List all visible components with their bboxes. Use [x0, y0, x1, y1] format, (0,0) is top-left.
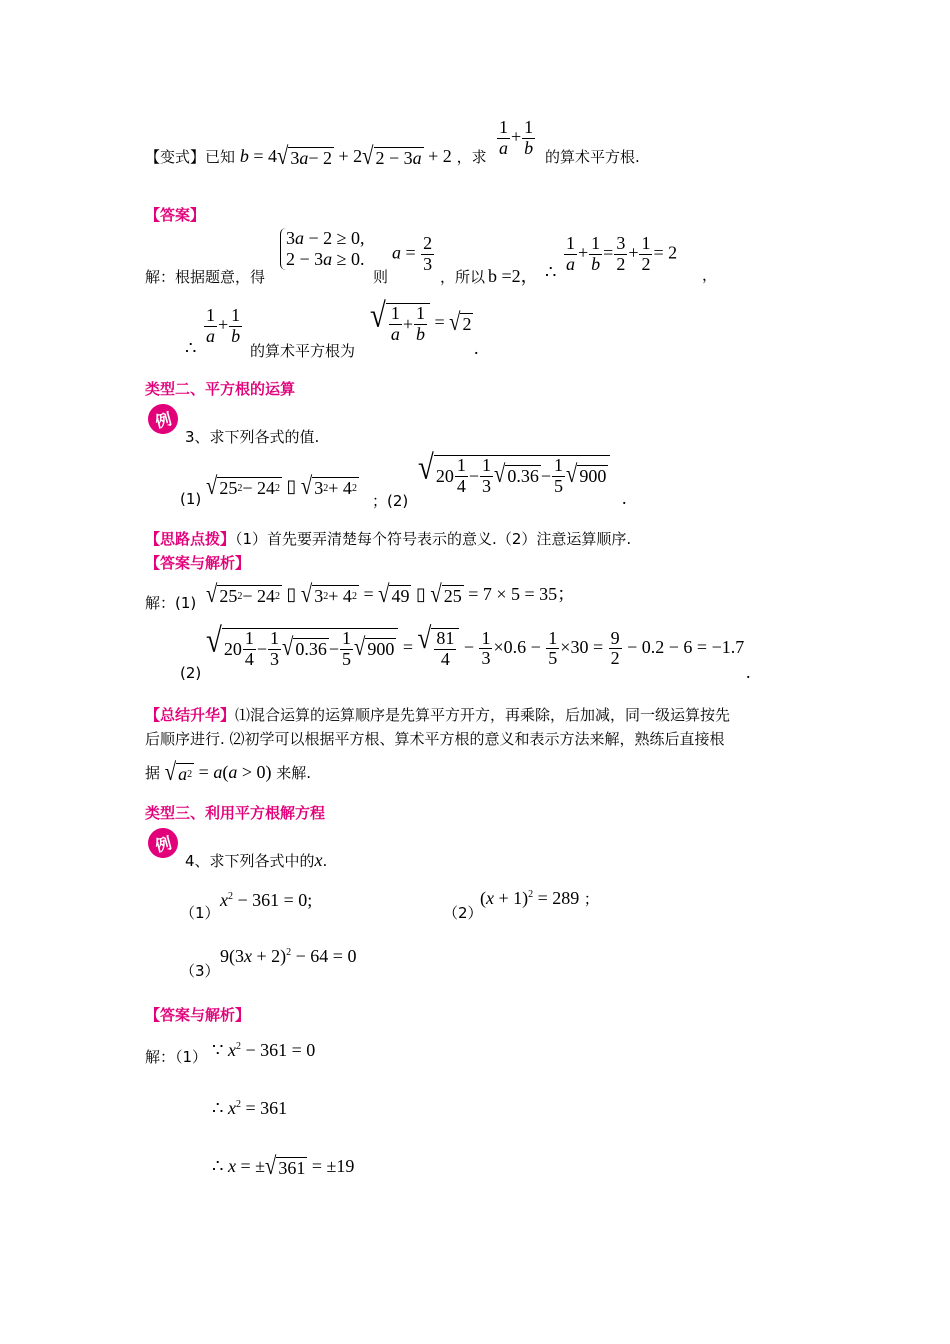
- solution-3-1: √ 25 2 − 24 2 ▯ √ 3 2 + 4 2 = √ 49 ▯ √ 25 = 7 × 5 = 35；: [206, 581, 576, 608]
- end-dot-3: .: [622, 488, 627, 508]
- solution-prefix: 解：根据题意，得: [145, 268, 266, 286]
- variant-line: [145, 143, 487, 170]
- example-stem-4: [185, 850, 327, 871]
- example-badge-3: 例: [145, 401, 182, 438]
- expr-3-2: √ 20 $\frac{1}{4}$ − $\frac{1}{3}$ √ 0.36 − $\frac{1}{5}$ √ 900: [418, 455, 610, 497]
- hint-text: （1）首先要弄清楚每个符号表示的意义.（2）注意运算顺序.: [235, 530, 632, 548]
- analysis-tag-4: 【答案与解析】: [145, 1006, 251, 1024]
- end-dot-4: .: [746, 662, 751, 682]
- therefore-1: ∴: [545, 262, 557, 282]
- variant-post: 的算术平方根.: [545, 148, 640, 166]
- variant-frac-sum: $\frac{1}{a}$ + $\frac{1}{b}$: [499, 117, 534, 158]
- summary-text-1: ⑴混合运算的运算顺序是先算平方开方，再乘除，后加减，同一级运算按先: [235, 706, 731, 724]
- hint-tag: 【思路点拨】: [145, 530, 236, 548]
- example-stem-3: 3、求下列各式的值.: [185, 428, 320, 446]
- analysis-tag-3: 【答案与解析】: [145, 554, 251, 572]
- summary-line-1: [145, 704, 730, 725]
- eq-label-3: （3）: [180, 962, 220, 980]
- section-title-type3: 类型三、利用平方根解方程: [145, 804, 326, 822]
- step-4-2: ∴ $x^2 = 361$: [212, 1098, 288, 1118]
- comma-1: ，: [702, 266, 718, 284]
- example-badge-4: 例: [145, 825, 182, 862]
- sum-equation: $\frac{1}{a}$ + $\frac{1}{b}$ = $\frac{3}{2}$ + $\frac{1}{2}$ = 2: [566, 233, 678, 274]
- stem-end: .: [322, 852, 328, 870]
- equation-4-2: $(x + 1)^2 = 289$ ；: [480, 888, 599, 908]
- expr-3-1: √ 25 2 − 24 2 ▯ √ 3 2 + 4 2: [206, 473, 357, 500]
- inequality-system: 3a − 2 ≥ 0, 2 − 3a ≥ 0.: [280, 228, 365, 270]
- root-result: √ $\frac{1}{a}$ + $\frac{1}{b}$ = √ 2: [370, 296, 472, 344]
- step-4-3: ∴ x = ± √ 361 = ±19: [212, 1153, 355, 1180]
- section-title-type2: 类型二、平方根的运算: [145, 380, 296, 398]
- solution-3-label: 解：(1): [145, 594, 197, 612]
- summary-pre: 据: [145, 764, 161, 782]
- eq-label-1: （1）: [180, 904, 220, 922]
- variant-mid: ，求: [456, 148, 487, 166]
- a-value: a = $\frac{2}{3}$: [392, 233, 433, 274]
- summary-tag: 【总结升华】: [145, 706, 236, 724]
- equation-4-1: $x^2 - 361 = 0$;: [220, 890, 313, 910]
- eq-label-2: （2）: [443, 904, 483, 922]
- equation-4-3: $9(3x + 2)^2 - 64 = 0$: [220, 946, 357, 966]
- solution-3-2-label: (2): [180, 664, 202, 682]
- end-dot-1: .: [474, 338, 479, 358]
- variant-pre: 已知: [205, 148, 236, 166]
- stem-var: x: [314, 850, 323, 870]
- variant-tag: 【变式】: [145, 148, 206, 166]
- variant-formula: b = 4 √ 3 a − 2 + 2 √ 2 − 3 a + 2: [239, 143, 452, 170]
- summary-post: 来解.: [276, 764, 312, 782]
- then-word: 则: [373, 268, 389, 286]
- step-4-1: ∵ $x^2 - 361 = 0$: [212, 1040, 316, 1060]
- summary-line-2: 后顺序进行. ⑵初学可以根据平方根、算术平方根的意义和表示方法来解，熟练后直接根: [145, 730, 725, 748]
- solution-3-2: √ 20 $\frac{1}{4}$ − $\frac{1}{3}$ √ 0.36 − $\frac{1}{5}$ √ 900 = √ $\frac{81}{4}$ − $\frac{1}{3}$ ×0.6 − $\frac{1}{5}$ ×30 = $\frac{9}{2}$ − 0.2 − 6 = −1.7: [206, 621, 745, 669]
- solution-4-label: 解：（1）: [145, 1048, 208, 1066]
- therefore-2: ∴: [185, 338, 197, 358]
- sothat-word: ，所以: [440, 268, 486, 286]
- hint-line: [145, 528, 631, 549]
- frac-sum-2: $\frac{1}{a}$ + $\frac{1}{b}$: [206, 305, 241, 346]
- part-label-2: ；(2): [372, 492, 409, 510]
- b-value: b =2，: [488, 266, 539, 286]
- summary-line-3: 据 √ a 2 = a(a > 0) 来解.: [145, 759, 312, 786]
- answer-tag: 【答案】: [145, 206, 206, 224]
- part-label-1: (1): [180, 490, 202, 508]
- stem-text: 4、求下列各式中的: [185, 852, 315, 870]
- root-phrase: 的算术平方根为: [250, 342, 356, 360]
